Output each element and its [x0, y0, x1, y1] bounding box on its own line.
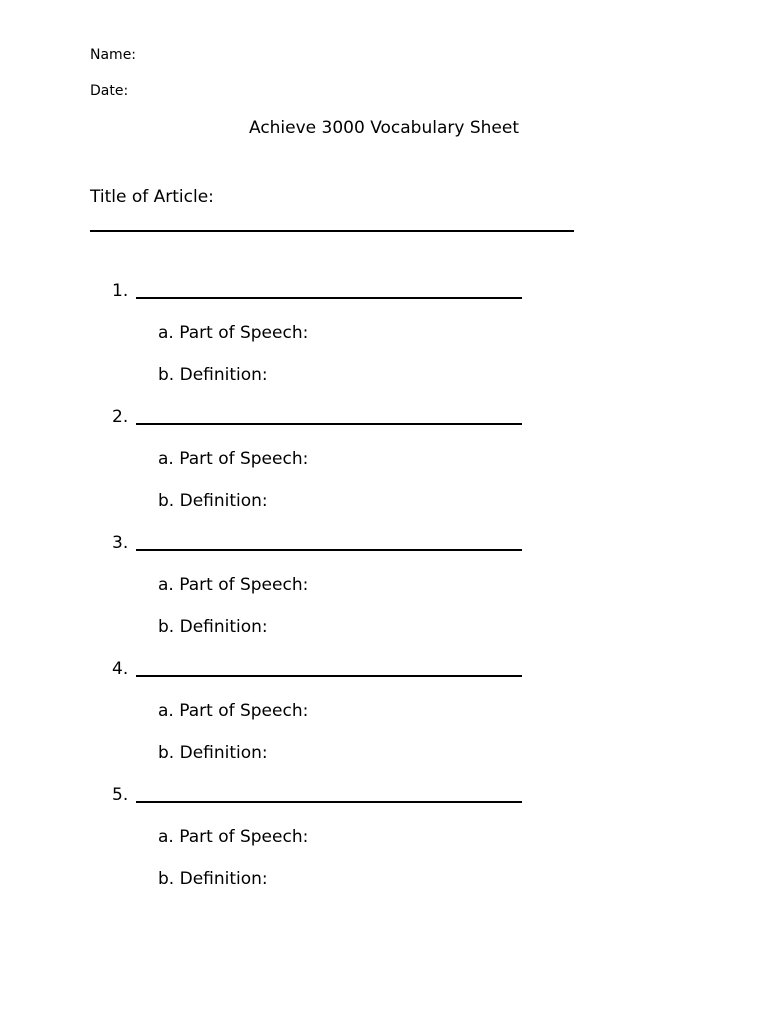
date-label: Date: — [90, 83, 129, 99]
part-of-speech-label: a. Part of Speech: — [158, 323, 309, 343]
part-of-speech-label: a. Part of Speech: — [158, 449, 309, 469]
definition-label: b. Definition: — [158, 491, 268, 511]
vocab-item-2 — [0, 126, 768, 511]
vocab-item-number: 2. — [112, 407, 129, 427]
vocab-item-3 — [0, 252, 768, 637]
vocab-item-5 — [0, 504, 768, 889]
vocab-item-number: 3. — [112, 533, 129, 553]
definition-label: b. Definition: — [158, 869, 268, 889]
definition-label: b. Definition: — [158, 743, 268, 763]
sheet-title: Achieve 3000 Vocabulary Sheet — [248, 118, 519, 138]
vocab-item-number: 1. — [112, 281, 129, 301]
name-label: Name: — [90, 47, 137, 63]
part-of-speech-label: a. Part of Speech: — [158, 575, 309, 595]
vocab-item-number: 4. — [112, 659, 129, 679]
article-title-label: Title of Article: — [90, 187, 214, 207]
vocab-item-4 — [0, 378, 768, 763]
vocab-word-blank-line — [136, 675, 522, 677]
part-of-speech-label: a. Part of Speech: — [158, 701, 309, 721]
definition-label: b. Definition: — [158, 365, 268, 385]
definition-label: b. Definition: — [158, 617, 268, 637]
vocab-word-blank-line — [136, 801, 522, 803]
part-of-speech-label: a. Part of Speech: — [158, 827, 309, 847]
vocab-item-number: 5. — [112, 785, 129, 805]
